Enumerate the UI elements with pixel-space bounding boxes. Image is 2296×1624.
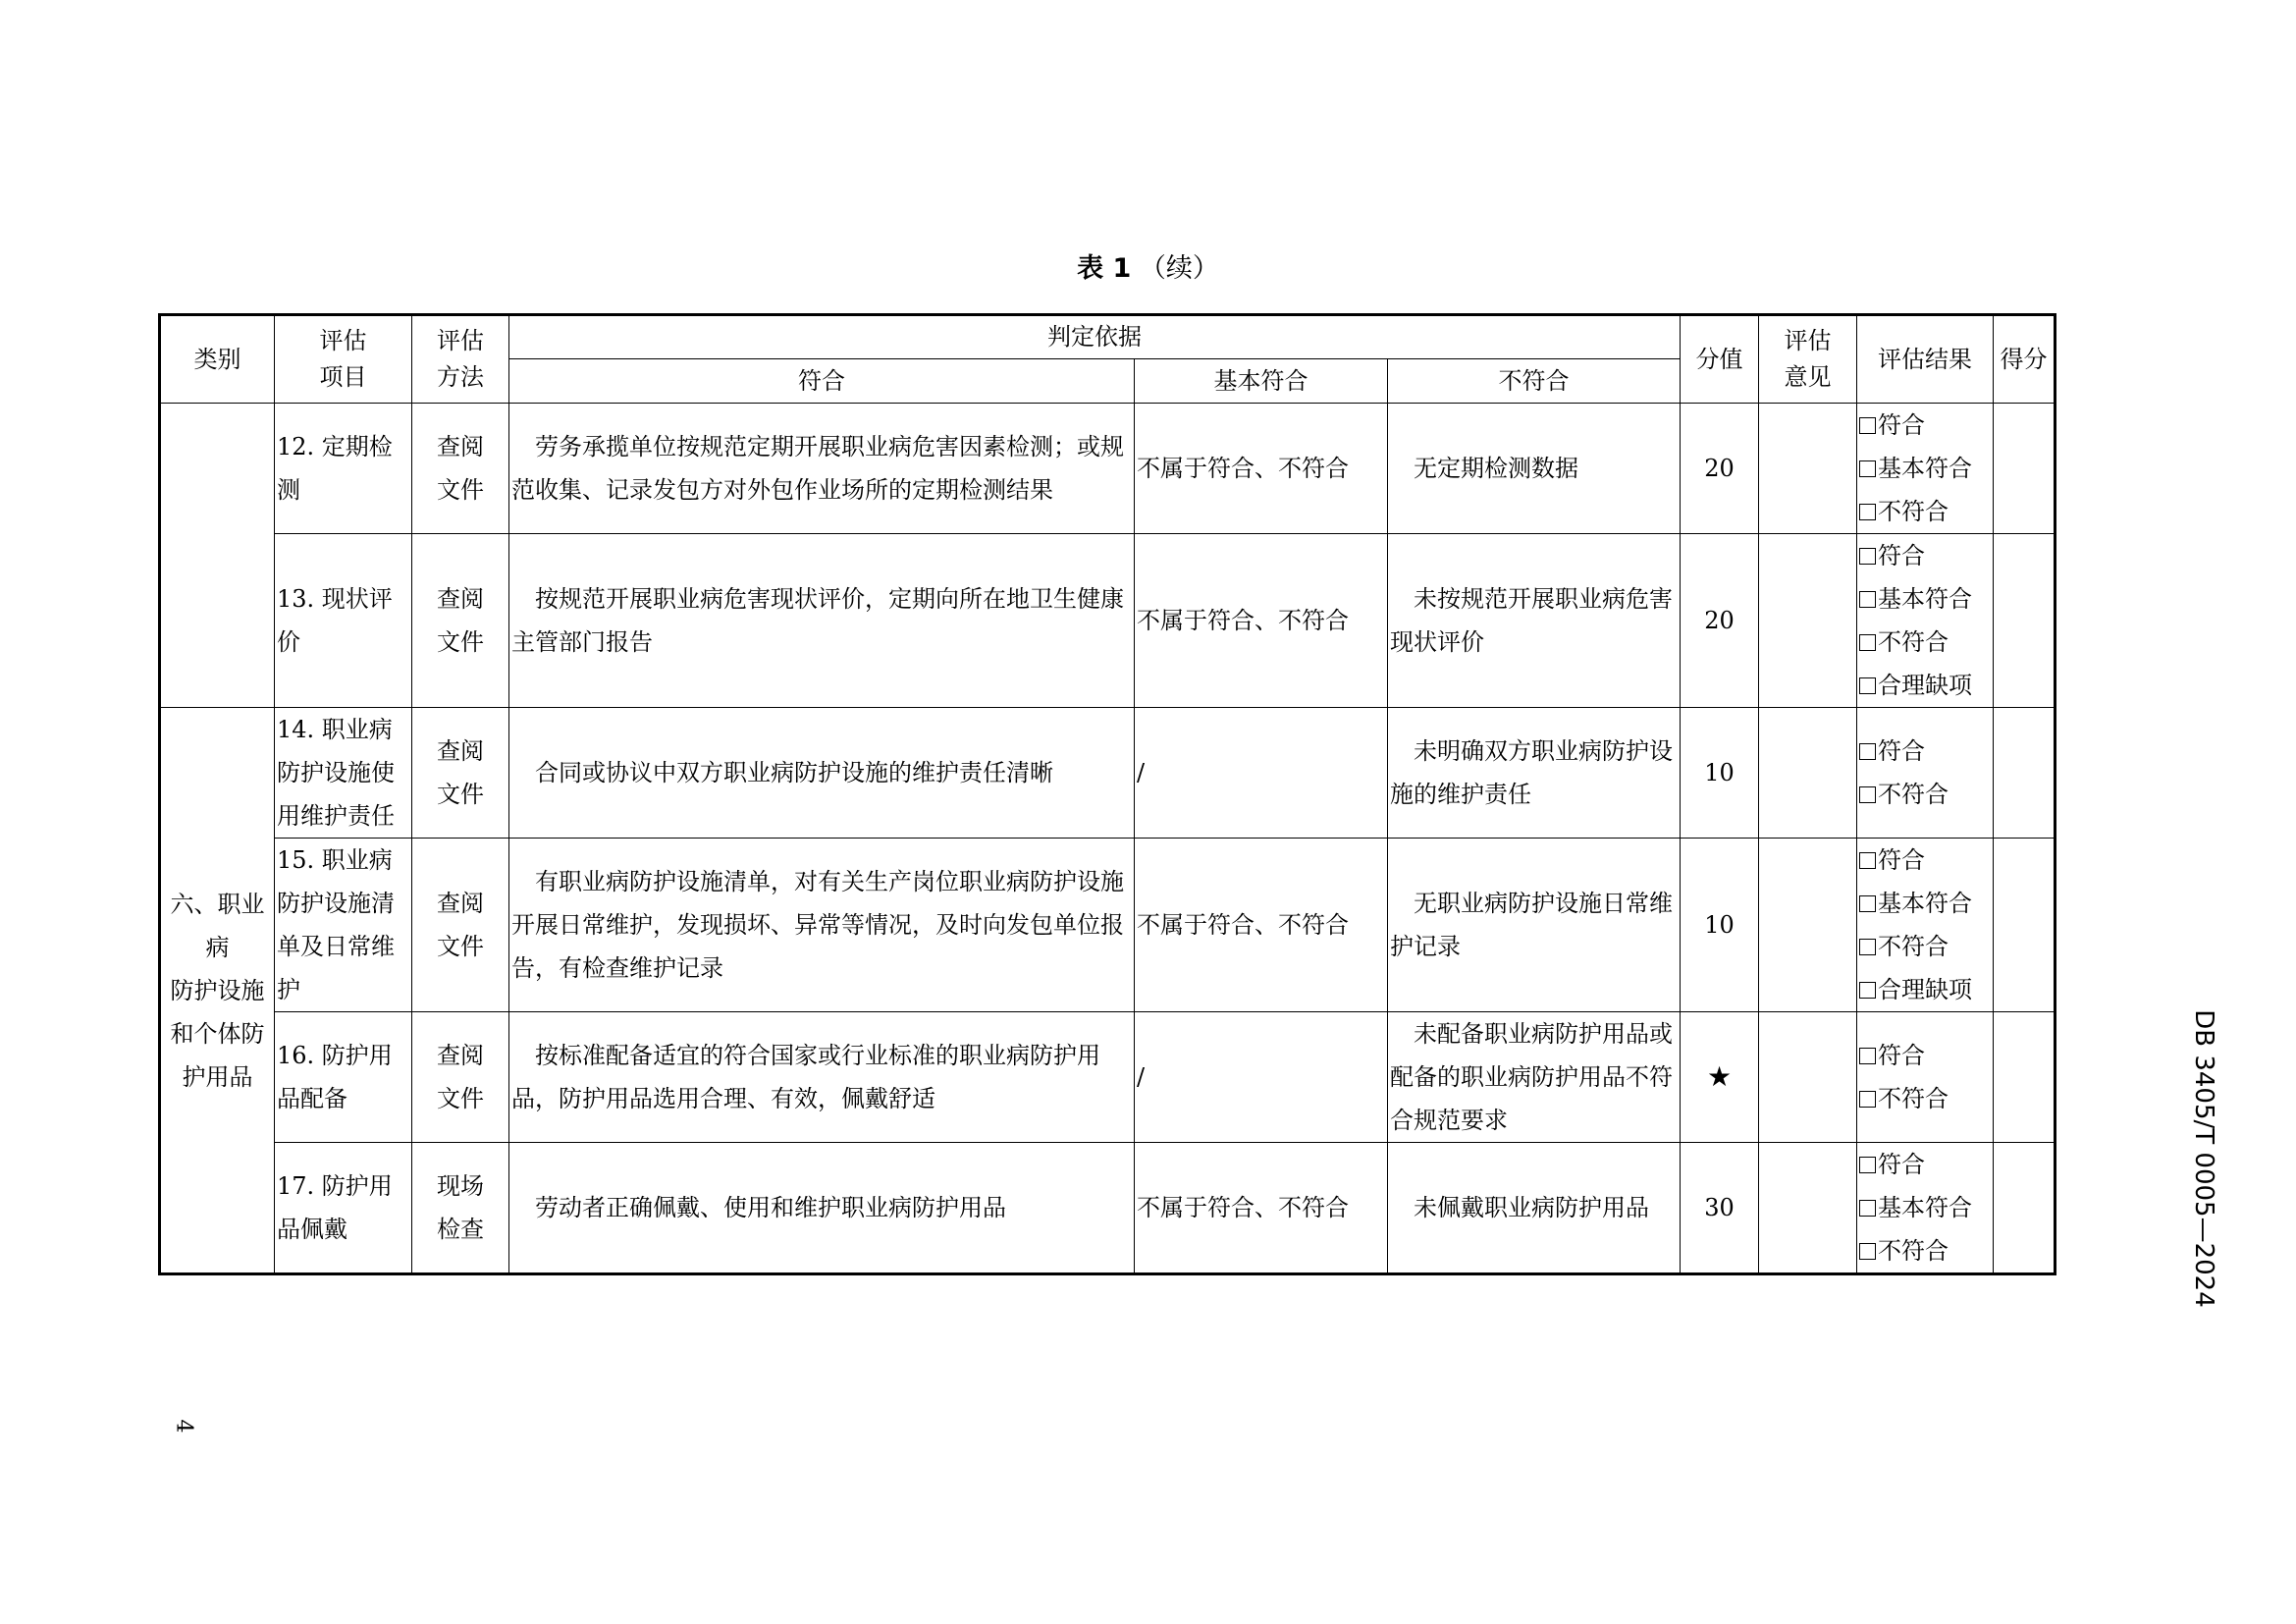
- checkbox-icon[interactable]: [1859, 1048, 1876, 1064]
- result-option-label: 符合: [1878, 846, 1926, 874]
- checkbox-icon[interactable]: [1859, 1243, 1876, 1260]
- result-option-label: 基本符合: [1878, 455, 1973, 482]
- result-option-label: 符合: [1878, 1042, 1926, 1069]
- checkbox-icon[interactable]: [1859, 895, 1876, 912]
- result-option[interactable]: [1859, 1143, 1993, 1186]
- score-cell: 10: [1681, 839, 1759, 1012]
- result-option-label: 合理缺项: [1878, 672, 1973, 699]
- score-cell: 20: [1681, 404, 1759, 534]
- result-option[interactable]: [1859, 664, 1993, 707]
- points-cell[interactable]: [1994, 1012, 2056, 1143]
- result-option[interactable]: [1859, 1229, 1993, 1272]
- result-option[interactable]: [1859, 773, 1993, 816]
- header-points: 得分: [1994, 315, 2056, 404]
- checkbox-icon[interactable]: [1859, 504, 1876, 520]
- checkbox-icon[interactable]: [1859, 982, 1876, 999]
- standard-code: DB 3405/T 0005—2024: [2189, 1009, 2218, 1308]
- checkbox-icon[interactable]: [1859, 1091, 1876, 1108]
- checkbox-icon[interactable]: [1859, 591, 1876, 608]
- score-cell: 30: [1681, 1143, 1759, 1274]
- header-nonconform: 不符合: [1388, 359, 1681, 404]
- opinion-cell: [1759, 1143, 1857, 1274]
- conform-cell: 按规范开展职业病危害现状评价，定期向所在地卫生健康主管部门报告: [509, 534, 1135, 708]
- basic-cell: 不属于符合、不符合: [1135, 404, 1388, 534]
- category-cell: 六、职业病 防护设施 和个体防 护用品: [160, 708, 275, 1274]
- header-row-1: [160, 315, 2056, 359]
- header-item: 评估 项目: [275, 315, 412, 404]
- score-cell: 20: [1681, 534, 1759, 708]
- result-option[interactable]: [1859, 621, 1993, 664]
- result-option[interactable]: [1859, 730, 1993, 773]
- method-cell: 查阅 文件: [412, 1012, 509, 1143]
- basic-cell: /: [1135, 708, 1388, 839]
- result-option[interactable]: [1859, 839, 1993, 882]
- checkbox-icon[interactable]: [1859, 939, 1876, 955]
- nonconform-cell: 未按规范开展职业病危害现状评价: [1388, 534, 1681, 708]
- category-cell-blank: [160, 404, 275, 708]
- result-option[interactable]: [1859, 1077, 1993, 1120]
- result-option-label: 不符合: [1878, 1237, 1949, 1265]
- result-option-label: 基本符合: [1878, 1194, 1973, 1221]
- result-option[interactable]: [1859, 577, 1993, 621]
- checkbox-icon[interactable]: [1859, 548, 1876, 565]
- result-option-label: 不符合: [1878, 933, 1949, 960]
- header-result: 评估结果: [1857, 315, 1994, 404]
- header-method: 评估 方法: [412, 315, 509, 404]
- checkbox-icon[interactable]: [1859, 1157, 1876, 1173]
- result-option-label: 合理缺项: [1878, 976, 1973, 1003]
- table-row: [160, 839, 2056, 1012]
- result-cell: [1857, 404, 1994, 534]
- assessment-table: [158, 313, 2056, 1275]
- item-cell: 15. 职业病 防护设施清 单及日常维 护: [275, 839, 412, 1012]
- opinion-cell: [1759, 708, 1857, 839]
- result-option[interactable]: [1859, 925, 1993, 968]
- checkbox-icon[interactable]: [1859, 417, 1876, 434]
- result-option-label: 基本符合: [1878, 585, 1973, 613]
- table-row: [160, 1012, 2056, 1143]
- result-option-label: 不符合: [1878, 628, 1949, 656]
- result-cell: [1857, 534, 1994, 708]
- basic-cell: 不属于符合、不符合: [1135, 839, 1388, 1012]
- result-cell: [1857, 1012, 1994, 1143]
- conform-cell: 按标准配备适宜的符合国家或行业标准的职业病防护用品，防护用品选用合理、有效，佩戴舒适: [509, 1012, 1135, 1143]
- basic-cell: 不属于符合、不符合: [1135, 1143, 1388, 1274]
- points-cell[interactable]: [1994, 708, 2056, 839]
- item-cell: 16. 防护用 品配备: [275, 1012, 412, 1143]
- header-opinion: 评估 意见: [1759, 315, 1857, 404]
- result-option[interactable]: [1859, 447, 1993, 490]
- nonconform-cell: 无定期检测数据: [1388, 404, 1681, 534]
- result-option-label: 符合: [1878, 1151, 1926, 1178]
- opinion-cell: [1759, 839, 1857, 1012]
- result-option[interactable]: [1859, 968, 1993, 1011]
- checkbox-icon[interactable]: [1859, 634, 1876, 651]
- result-option-label: 不符合: [1878, 498, 1949, 525]
- table-caption: [0, 249, 2296, 289]
- score-cell: ★: [1681, 1012, 1759, 1143]
- points-cell[interactable]: [1994, 534, 2056, 708]
- checkbox-icon[interactable]: [1859, 786, 1876, 803]
- result-option-label: 不符合: [1878, 1085, 1949, 1112]
- checkbox-icon[interactable]: [1859, 460, 1876, 477]
- method-cell: 现场 检查: [412, 1143, 509, 1274]
- item-cell: 17. 防护用 品佩戴: [275, 1143, 412, 1274]
- score-cell: 10: [1681, 708, 1759, 839]
- result-option-label: 符合: [1878, 542, 1926, 569]
- method-cell: 查阅 文件: [412, 839, 509, 1012]
- nonconform-cell: 未明确双方职业病防护设施的维护责任: [1388, 708, 1681, 839]
- result-option-label: 不符合: [1878, 781, 1949, 808]
- conform-cell: 有职业病防护设施清单，对有关生产岗位职业病防护设施开展日常维护，发现损坏、异常等情况，及时向发包单位报告，有检查维护记录: [509, 839, 1135, 1012]
- header-basis: 判定依据: [509, 315, 1681, 359]
- points-cell[interactable]: [1994, 404, 2056, 534]
- page-number: 4: [171, 1419, 196, 1434]
- result-option[interactable]: [1859, 534, 1993, 577]
- points-cell[interactable]: [1994, 839, 2056, 1012]
- result-option[interactable]: [1859, 404, 1993, 447]
- result-option-label: 基本符合: [1878, 890, 1973, 917]
- table-caption-continued: （续）: [1139, 253, 1219, 284]
- result-cell: [1857, 839, 1994, 1012]
- result-option-label: 符合: [1878, 411, 1926, 439]
- result-option-label: 符合: [1878, 737, 1926, 765]
- result-option[interactable]: [1859, 882, 1993, 925]
- conform-cell: 劳务承揽单位按规范定期开展职业病危害因素检测；或规范收集、记录发包方对外包作业场所的定期检测结果: [509, 404, 1135, 534]
- nonconform-cell: 未佩戴职业病防护用品: [1388, 1143, 1681, 1274]
- table-caption-label: 表 1: [1077, 253, 1132, 284]
- header-category: 类别: [160, 315, 275, 404]
- checkbox-icon[interactable]: [1859, 743, 1876, 760]
- result-cell: [1857, 1143, 1994, 1274]
- item-cell: 13. 现状评 价: [275, 534, 412, 708]
- opinion-cell: [1759, 404, 1857, 534]
- header-conform: 符合: [509, 359, 1135, 404]
- result-option[interactable]: [1859, 1034, 1993, 1077]
- result-option[interactable]: [1859, 1186, 1993, 1229]
- table-row: [160, 708, 2056, 839]
- table-row: [160, 534, 2056, 708]
- result-option[interactable]: [1859, 490, 1993, 533]
- method-cell: 查阅 文件: [412, 404, 509, 534]
- result-cell: [1857, 708, 1994, 839]
- conform-cell: 合同或协议中双方职业病防护设施的维护责任清晰: [509, 708, 1135, 839]
- points-cell[interactable]: [1994, 1143, 2056, 1274]
- table-row: [160, 404, 2056, 534]
- basic-cell: 不属于符合、不符合: [1135, 534, 1388, 708]
- table-row: [160, 1143, 2056, 1274]
- opinion-cell: [1759, 1012, 1857, 1143]
- checkbox-icon[interactable]: [1859, 677, 1876, 694]
- item-cell: 14. 职业病 防护设施使 用维护责任: [275, 708, 412, 839]
- basic-cell: /: [1135, 1012, 1388, 1143]
- checkbox-icon[interactable]: [1859, 1200, 1876, 1217]
- method-cell: 查阅 文件: [412, 708, 509, 839]
- header-score: 分值: [1681, 315, 1759, 404]
- header-basic: 基本符合: [1135, 359, 1388, 404]
- item-cell: 12. 定期检 测: [275, 404, 412, 534]
- opinion-cell: [1759, 534, 1857, 708]
- checkbox-icon[interactable]: [1859, 852, 1876, 869]
- nonconform-cell: 无职业病防护设施日常维护记录: [1388, 839, 1681, 1012]
- method-cell: 查阅 文件: [412, 534, 509, 708]
- conform-cell: 劳动者正确佩戴、使用和维护职业病防护用品: [509, 1143, 1135, 1274]
- nonconform-cell: 未配备职业病防护用品或配备的职业病防护用品不符合规范要求: [1388, 1012, 1681, 1143]
